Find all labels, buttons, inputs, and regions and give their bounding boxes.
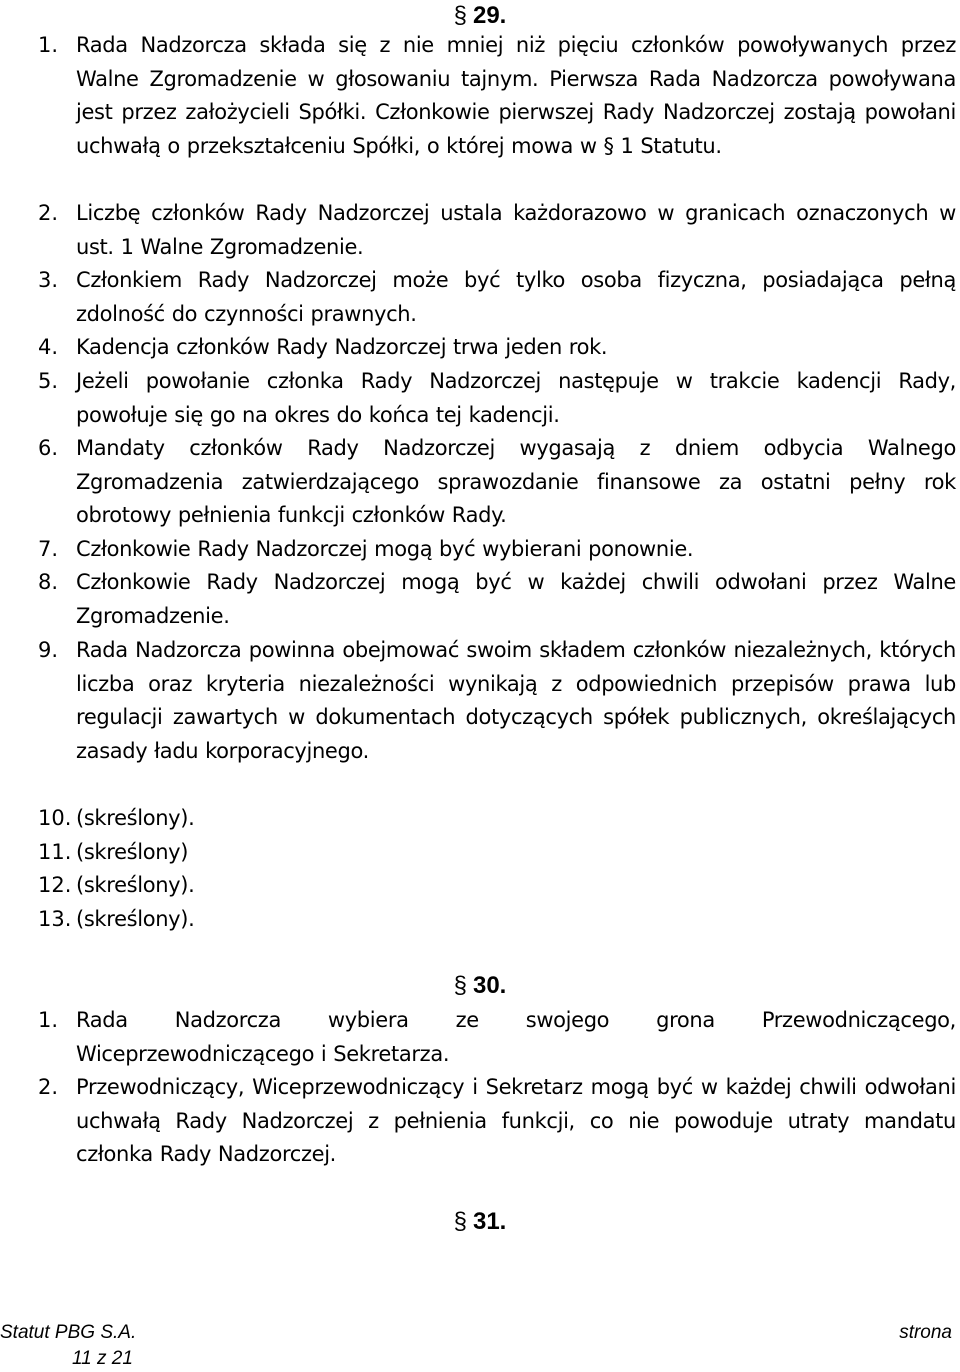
footer-page-label: strona (899, 1322, 952, 1343)
item-text: Mandaty członków Rady Nadzorczej wygasają z dniem odbycia Walnego Zgromadzenia zatwierdzającego sprawozdanie finansowe za ostatni pełny rok obrotowy pełnienia funkcji członków Rady. (76, 436, 956, 527)
item-number: 1. (38, 33, 59, 57)
item-text: (skreślony). (76, 806, 195, 830)
list-item (38, 566, 958, 633)
item-number: 2. (38, 1075, 59, 1099)
item-text: Rada Nadzorcza wybiera ze swojego grona Przewodniczącego, Wiceprzewodniczącego i Sekretarza. (76, 1008, 956, 1066)
list-item (38, 1071, 958, 1172)
list-item (38, 802, 958, 836)
item-number: 10. (38, 806, 72, 830)
item-text: (skreślony) (76, 840, 189, 864)
list-item (38, 533, 958, 567)
list-item (38, 29, 958, 163)
item-number: 7. (38, 537, 59, 561)
item-number: 9. (38, 638, 59, 662)
item-number: 11. (38, 840, 72, 864)
section-number: 31. (472, 1208, 507, 1235)
item-text: Rada Nadzorcza składa się z nie mniej niż pięciu członków powoływanych przez Walne Zgromadzenie w głosowaniu tajnym. Pierwsza Rada Nadzorcza powoływana jest przez założycieli Spółki. Członkowie pierwszej Rady Nadzorczej zostają powołani uchwałą o przekształceniu Spółki, o której mowa w § 1 Statutu. (76, 33, 956, 158)
item-text: (skreślony). (76, 873, 195, 897)
item-number: 2. (38, 201, 59, 225)
list-item (38, 903, 958, 937)
list-item (38, 365, 958, 432)
item-number: 4. (38, 335, 59, 359)
item-text: Przewodniczący, Wiceprzewodniczący i Sekretarz mogą być w każdej chwili odwołani uchwałą Rady Nadzorczej z pełnienia funkcji, co nie powoduje utraty mandatu członka Rady Nadzorczej. (76, 1075, 956, 1166)
list-item (38, 197, 958, 264)
section-symbol: § (453, 972, 467, 999)
list-item (38, 331, 958, 365)
item-text: Liczbę członków Rady Nadzorczej ustala każdorazowo w granicach oznaczonych w ust. 1 Walne Zgromadzenie. (76, 201, 956, 259)
section-symbol: § (453, 2, 467, 29)
item-number: 6. (38, 436, 59, 460)
section-symbol: § (453, 1208, 467, 1235)
list-item (38, 869, 958, 903)
item-text: Rada Nadzorcza powinna obejmować swoim składem członków niezależnych, których liczba oraz kryteria niezależności wynikają z odpowiednich przepisów prawa lub regulacji zawartych w dokumentach dotyczących spółek publicznych, określających zasady ładu korporacyjnego. (76, 638, 956, 763)
section-heading-30 (0, 972, 960, 1000)
item-number: 8. (38, 570, 59, 594)
list-item (38, 634, 958, 768)
section-heading-29 (0, 2, 960, 30)
item-text: Jeżeli powołanie członka Rady Nadzorczej następuje w trakcie kadencji Rady, powołuje się go na okres do końca tej kadencji. (76, 369, 956, 427)
item-text: (skreślony). (76, 907, 195, 931)
section-number: 30. (472, 972, 507, 999)
section-number: 29. (472, 2, 507, 29)
list-item (38, 1004, 958, 1071)
item-number: 3. (38, 268, 59, 292)
list-item (38, 264, 958, 331)
item-number: 5. (38, 369, 59, 393)
item-text: Członkowie Rady Nadzorczej mogą być wybierani ponownie. (76, 537, 694, 561)
list-item (38, 836, 958, 870)
item-number: 12. (38, 873, 72, 897)
item-text: Członkowie Rady Nadzorczej mogą być w każdej chwili odwołani przez Walne Zgromadzenie. (76, 570, 956, 628)
section-heading-31 (0, 1208, 960, 1236)
item-number: 1. (38, 1008, 59, 1032)
page-footer-left (0, 1320, 136, 1372)
footer-document-title: Statut PBG S.A. (0, 1322, 137, 1343)
footer-page-number: 11 z 21 (72, 1348, 133, 1369)
item-text: Członkiem Rady Nadzorczej może być tylko osoba fizyczna, posiadająca pełną zdolność do czynności prawnych. (76, 268, 956, 326)
item-number: 13. (38, 907, 72, 931)
item-text: Kadencja członków Rady Nadzorczej trwa jeden rok. (76, 335, 608, 359)
list-item (38, 432, 958, 533)
